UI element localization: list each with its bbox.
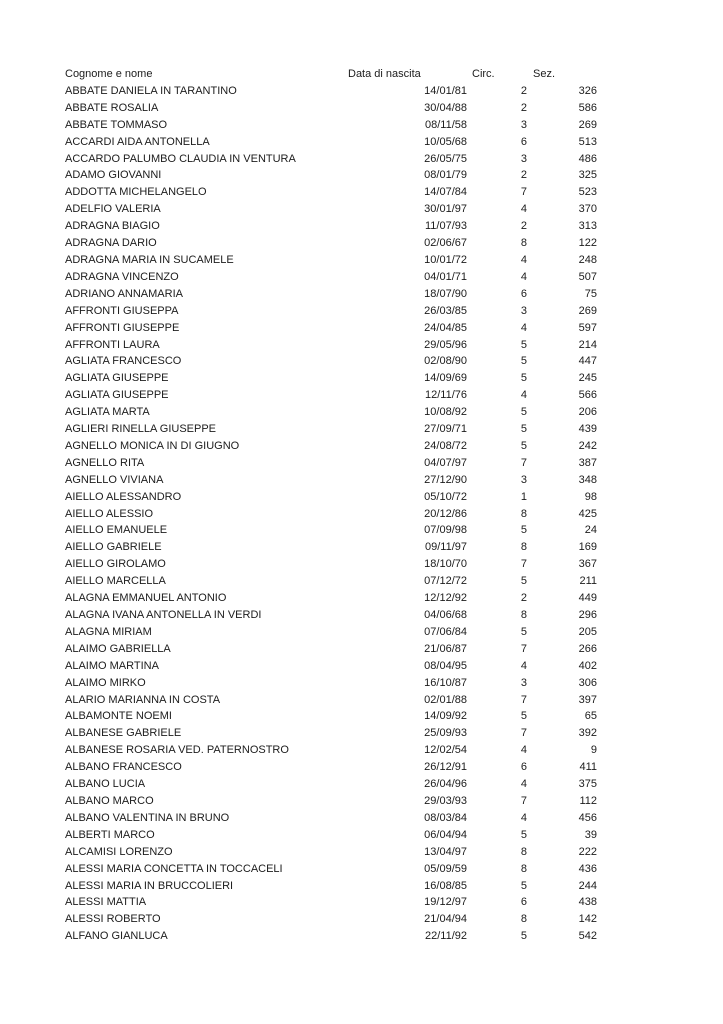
- circ-cell: 8: [520, 913, 527, 926]
- circ-cell: 8: [520, 845, 527, 858]
- table-row: [65, 117, 597, 134]
- table-row: [65, 641, 597, 658]
- name-cell: ADRIANO ANNAMARIA: [65, 287, 183, 300]
- table-row: [65, 370, 597, 387]
- birthdate-cell: 08/11/58: [424, 118, 467, 131]
- birthdate-cell: 04/07/97: [424, 456, 467, 469]
- circ-cell: 4: [520, 659, 527, 672]
- birthdate-cell: 06/04/94: [424, 828, 467, 841]
- circ-cell: 3: [520, 118, 527, 131]
- circ-cell: 7: [520, 186, 527, 199]
- circ-cell: 4: [520, 389, 527, 402]
- sez-cell: 438: [578, 896, 597, 909]
- column-header-birthdate: Data di nascita: [348, 68, 421, 80]
- table-row: [65, 506, 597, 523]
- name-cell: ADDOTTA MICHELANGELO: [65, 186, 207, 199]
- sez-cell: 75: [584, 287, 597, 300]
- circ-cell: 5: [520, 406, 527, 419]
- table-row: [65, 387, 597, 404]
- name-cell: ALESSI ROBERTO: [65, 913, 161, 926]
- table-row: [65, 472, 597, 489]
- table-row: [65, 776, 597, 793]
- circ-cell: 5: [520, 575, 527, 588]
- name-cell: ACCARDI AIDA ANTONELLA: [65, 135, 210, 148]
- sez-cell: 449: [578, 592, 597, 605]
- sez-cell: 486: [578, 152, 597, 165]
- name-cell: AFFRONTI LAURA: [65, 338, 160, 351]
- sez-cell: 375: [578, 778, 597, 791]
- name-cell: ALESSI MATTIA: [65, 896, 147, 909]
- birthdate-cell: 08/04/95: [424, 659, 467, 672]
- circ-cell: 8: [520, 541, 527, 554]
- birthdate-cell: 25/09/93: [424, 727, 467, 740]
- circ-cell: 4: [520, 811, 527, 824]
- name-cell: ALESSI MARIA IN BRUCCOLIERI: [65, 879, 234, 892]
- birthdate-cell: 21/04/94: [424, 913, 467, 926]
- name-cell: ALBANESE GABRIELE: [65, 727, 182, 740]
- birthdate-cell: 04/01/71: [424, 270, 467, 283]
- sez-cell: 326: [578, 84, 597, 97]
- name-cell: ALCAMISI LORENZO: [65, 845, 173, 858]
- circ-cell: 6: [520, 287, 527, 300]
- sez-cell: 214: [578, 338, 597, 351]
- voter-table-body: [65, 83, 597, 945]
- birthdate-cell: 29/03/93: [424, 794, 467, 807]
- circ-cell: 2: [520, 84, 527, 97]
- birthdate-cell: 09/11/97: [424, 541, 467, 554]
- circ-cell: 8: [520, 507, 527, 520]
- name-cell: ALFANO GIANLUCA: [65, 930, 168, 943]
- circ-cell: 4: [520, 744, 527, 757]
- circ-cell: 7: [520, 727, 527, 740]
- table-row: [65, 201, 597, 218]
- name-cell: ADRAGNA MARIA IN SUCAMELE: [65, 253, 234, 266]
- sez-cell: 456: [578, 811, 597, 824]
- sez-cell: 402: [578, 659, 597, 672]
- sez-cell: 586: [578, 101, 597, 114]
- sez-cell: 439: [578, 423, 597, 436]
- circ-cell: 6: [520, 135, 527, 148]
- circ-cell: 5: [520, 828, 527, 841]
- table-row: [65, 134, 597, 151]
- birthdate-cell: 02/01/88: [424, 693, 467, 706]
- table-row: [65, 624, 597, 641]
- name-cell: ALARIO MARIANNA IN COSTA: [65, 693, 221, 706]
- sez-cell: 122: [578, 237, 597, 250]
- circ-cell: 8: [520, 237, 527, 250]
- birthdate-cell: 14/01/81: [424, 84, 467, 97]
- birthdate-cell: 12/12/92: [424, 592, 467, 605]
- name-cell: AIELLO GIROLAMO: [65, 558, 166, 571]
- circ-cell: 6: [520, 761, 527, 774]
- table-row: [65, 759, 597, 776]
- name-cell: ABBATE DANIELA IN TARANTINO: [65, 84, 237, 97]
- birthdate-cell: 07/12/72: [424, 575, 467, 588]
- table-row: [65, 928, 597, 945]
- table-row: [65, 269, 597, 286]
- table-row: [65, 100, 597, 117]
- birthdate-cell: 11/07/93: [424, 220, 467, 233]
- sez-cell: 325: [578, 169, 597, 182]
- circ-cell: 7: [520, 794, 527, 807]
- birthdate-cell: 04/06/68: [424, 609, 467, 621]
- table-row: [65, 692, 597, 709]
- birthdate-cell: 20/12/86: [424, 507, 467, 520]
- table-row: [65, 539, 597, 556]
- name-cell: ADRAGNA VINCENZO: [65, 270, 179, 283]
- name-cell: AIELLO MARCELLA: [65, 575, 166, 588]
- birthdate-cell: 29/05/96: [424, 338, 467, 351]
- birthdate-cell: 18/07/90: [424, 287, 467, 300]
- column-header-name: Cognome e nome: [65, 68, 153, 80]
- table-row: [65, 827, 597, 844]
- name-cell: AFFRONTI GIUSEPPA: [65, 304, 179, 317]
- circ-cell: 4: [520, 778, 527, 791]
- circ-cell: 5: [520, 930, 527, 943]
- name-cell: AGNELLO MONICA IN DI GIUGNO: [65, 439, 240, 452]
- name-cell: ADAMO GIOVANNI: [65, 169, 162, 182]
- sez-cell: 9: [590, 744, 597, 757]
- circ-cell: 2: [520, 592, 527, 605]
- birthdate-cell: 02/06/67: [424, 237, 467, 250]
- table-row: [65, 455, 597, 472]
- name-cell: ALAIMO MARTINA: [65, 659, 159, 672]
- name-cell: AGLIATA FRANCESCO: [65, 355, 182, 368]
- sez-cell: 507: [578, 270, 597, 283]
- table-row: [65, 235, 597, 252]
- circ-cell: 2: [520, 220, 527, 233]
- sez-cell: 142: [578, 913, 597, 926]
- birthdate-cell: 05/09/59: [424, 862, 467, 875]
- name-cell: ADELFIO VALERIA: [65, 203, 161, 216]
- table-row: [65, 861, 597, 878]
- table-row: [65, 167, 597, 184]
- name-cell: AGLIATA MARTA: [65, 406, 150, 419]
- sez-cell: 205: [578, 625, 597, 638]
- birthdate-cell: 16/10/87: [424, 676, 467, 689]
- circ-cell: 8: [520, 609, 527, 621]
- table-row: [65, 489, 597, 506]
- birthdate-cell: 26/04/96: [424, 778, 467, 791]
- table-row: [65, 184, 597, 201]
- sez-cell: 387: [578, 456, 597, 469]
- circ-cell: 2: [520, 169, 527, 182]
- circ-cell: 5: [520, 524, 527, 537]
- birthdate-cell: 30/04/88: [424, 101, 467, 114]
- table-row: [65, 742, 597, 759]
- sez-cell: 248: [578, 253, 597, 266]
- name-cell: ABBATE ROSALIA: [65, 101, 159, 114]
- sez-cell: 348: [578, 473, 597, 486]
- table-row: [65, 83, 597, 100]
- name-cell: ALAGNA EMMANUEL ANTONIO: [65, 592, 227, 605]
- sez-cell: 523: [578, 186, 597, 199]
- name-cell: AGLIERI RINELLA GIUSEPPE: [65, 423, 217, 436]
- sez-cell: 269: [578, 118, 597, 131]
- name-cell: ALBERTI MARCO: [65, 828, 155, 841]
- birthdate-cell: 27/09/71: [424, 423, 467, 436]
- name-cell: ALBANO MARCO: [65, 794, 154, 807]
- sez-cell: 65: [584, 710, 597, 723]
- birthdate-cell: 18/10/70: [424, 558, 467, 571]
- name-cell: AGNELLO RITA: [65, 456, 145, 469]
- table-row: [65, 911, 597, 928]
- column-header-circ: Circ.: [472, 68, 495, 80]
- sez-cell: 266: [578, 642, 597, 655]
- sez-cell: 306: [578, 676, 597, 689]
- sez-cell: 566: [578, 389, 597, 402]
- birthdate-cell: 14/09/92: [424, 710, 467, 723]
- table-row: [65, 252, 597, 269]
- birthdate-cell: 22/11/92: [424, 930, 467, 943]
- circ-cell: 4: [520, 321, 527, 334]
- name-cell: ALAGNA IVANA ANTONELLA IN VERDI: [65, 609, 262, 621]
- table-row: [65, 708, 597, 725]
- table-row: [65, 218, 597, 235]
- sez-cell: 244: [578, 879, 597, 892]
- circ-cell: 7: [520, 456, 527, 469]
- table-row: [65, 810, 597, 827]
- name-cell: ALBANO LUCIA: [65, 778, 146, 791]
- name-cell: ALBANESE ROSARIA VED. PATERNOSTRO: [65, 744, 289, 757]
- sez-cell: 542: [578, 930, 597, 943]
- name-cell: ADRAGNA DARIO: [65, 237, 157, 250]
- table-row: [65, 894, 597, 911]
- circ-cell: 4: [520, 270, 527, 283]
- circ-cell: 5: [520, 338, 527, 351]
- sez-cell: 245: [578, 372, 597, 385]
- circ-cell: 2: [520, 101, 527, 114]
- sez-cell: 222: [578, 845, 597, 858]
- sez-cell: 313: [578, 220, 597, 233]
- name-cell: ALBAMONTE NOEMI: [65, 710, 172, 723]
- sez-cell: 367: [578, 558, 597, 571]
- name-cell: AIELLO ALESSANDRO: [65, 490, 182, 503]
- birthdate-cell: 12/02/54: [424, 744, 467, 757]
- table-row: [65, 303, 597, 320]
- birthdate-cell: 02/08/90: [424, 355, 467, 368]
- table-row: [65, 658, 597, 675]
- name-cell: AGLIATA GIUSEPPE: [65, 389, 169, 402]
- sez-cell: 206: [578, 406, 597, 419]
- birthdate-cell: 08/03/84: [424, 811, 467, 824]
- name-cell: ALBANO VALENTINA IN BRUNO: [65, 811, 230, 824]
- sez-cell: 397: [578, 693, 597, 706]
- name-cell: AIELLO EMANUELE: [65, 524, 168, 537]
- birthdate-cell: 30/01/97: [424, 203, 467, 216]
- circ-cell: 3: [520, 304, 527, 317]
- circ-cell: 7: [520, 558, 527, 571]
- sez-cell: 296: [578, 609, 597, 621]
- sez-cell: 269: [578, 304, 597, 317]
- circ-cell: 5: [520, 879, 527, 892]
- birthdate-cell: 10/05/68: [424, 135, 467, 148]
- table-row: [65, 793, 597, 810]
- circ-cell: 3: [520, 676, 527, 689]
- birthdate-cell: 14/07/84: [424, 186, 467, 199]
- sez-cell: 392: [578, 727, 597, 740]
- sez-cell: 513: [578, 135, 597, 148]
- birthdate-cell: 19/12/97: [424, 896, 467, 909]
- circ-cell: 5: [520, 625, 527, 638]
- birthdate-cell: 13/04/97: [424, 845, 467, 858]
- table-row: [65, 725, 597, 742]
- table-row: [65, 404, 597, 421]
- table-row: [65, 573, 597, 590]
- birthdate-cell: 07/09/98: [424, 524, 467, 537]
- birthdate-cell: 26/03/85: [424, 304, 467, 317]
- table-row: [65, 844, 597, 861]
- name-cell: AIELLO GABRIELE: [65, 541, 162, 554]
- table-row: [65, 151, 597, 168]
- circ-cell: 5: [520, 423, 527, 436]
- name-cell: ALAGNA MIRIAM: [65, 625, 152, 638]
- name-cell: ALESSI MARIA CONCETTA IN TOCCACELI: [65, 862, 283, 875]
- birthdate-cell: 21/06/87: [424, 642, 467, 655]
- sez-cell: 436: [578, 862, 597, 875]
- table-row: [65, 353, 597, 370]
- birthdate-cell: 26/05/75: [424, 152, 467, 165]
- circ-cell: 5: [520, 372, 527, 385]
- circ-cell: 7: [520, 693, 527, 706]
- table-row: [65, 438, 597, 455]
- name-cell: ABBATE TOMMASO: [65, 118, 168, 131]
- sez-cell: 411: [579, 761, 597, 774]
- birthdate-cell: 07/06/84: [424, 625, 467, 638]
- birthdate-cell: 14/09/69: [424, 372, 467, 385]
- name-cell: ALBANO FRANCESCO: [65, 761, 182, 774]
- circ-cell: 5: [520, 355, 527, 368]
- table-row: [65, 556, 597, 573]
- table-row: [65, 320, 597, 337]
- name-cell: AFFRONTI GIUSEPPE: [65, 321, 180, 334]
- name-cell: ALAIMO MIRKO: [65, 676, 146, 689]
- table-row: [65, 590, 597, 607]
- sez-cell: 39: [584, 828, 597, 841]
- birthdate-cell: 24/04/85: [424, 321, 467, 334]
- name-cell: ACCARDO PALUMBO CLAUDIA IN VENTURA: [65, 152, 296, 165]
- column-header-sez: Sez.: [533, 68, 556, 80]
- birthdate-cell: 24/08/72: [424, 439, 467, 452]
- name-cell: AIELLO ALESSIO: [65, 507, 154, 520]
- table-row: [65, 675, 597, 692]
- sez-cell: 447: [578, 355, 597, 368]
- table-row: [65, 337, 597, 354]
- circ-cell: 3: [520, 473, 527, 486]
- sez-cell: 370: [578, 203, 597, 216]
- birthdate-cell: 12/11/76: [424, 389, 467, 402]
- table-row: [65, 286, 597, 303]
- sez-cell: 112: [579, 794, 597, 807]
- birthdate-cell: 08/01/79: [424, 169, 467, 182]
- birthdate-cell: 10/08/92: [424, 406, 467, 419]
- name-cell: AGLIATA GIUSEPPE: [65, 372, 169, 385]
- birthdate-cell: 05/10/72: [424, 490, 467, 503]
- circ-cell: 3: [520, 152, 527, 165]
- sez-cell: 98: [584, 490, 597, 503]
- birthdate-cell: 10/01/72: [424, 253, 467, 266]
- sez-cell: 425: [578, 507, 597, 520]
- name-cell: ADRAGNA BIAGIO: [65, 220, 160, 233]
- name-cell: ALAIMO GABRIELLA: [65, 642, 171, 655]
- circ-cell: 6: [520, 896, 527, 909]
- table-row: [65, 522, 597, 539]
- name-cell: AGNELLO VIVIANA: [65, 473, 164, 486]
- sez-cell: 24: [584, 524, 597, 537]
- voter-list-table: [65, 66, 597, 945]
- circ-cell: 1: [520, 490, 527, 503]
- sez-cell: 169: [578, 541, 597, 554]
- circ-cell: 5: [520, 710, 527, 723]
- header-row: [65, 66, 597, 83]
- birthdate-cell: 26/12/91: [424, 761, 467, 774]
- sez-cell: 211: [579, 575, 597, 588]
- circ-cell: 7: [520, 642, 527, 655]
- circ-cell: 5: [520, 439, 527, 452]
- sez-cell: 242: [578, 439, 597, 452]
- table-row: [65, 607, 597, 624]
- birthdate-cell: 16/08/85: [424, 879, 467, 892]
- circ-cell: 4: [520, 253, 527, 266]
- table-row: [65, 421, 597, 438]
- sez-cell: 597: [578, 321, 597, 334]
- table-row: [65, 878, 597, 895]
- birthdate-cell: 27/12/90: [424, 473, 467, 486]
- circ-cell: 8: [520, 862, 527, 875]
- circ-cell: 4: [520, 203, 527, 216]
